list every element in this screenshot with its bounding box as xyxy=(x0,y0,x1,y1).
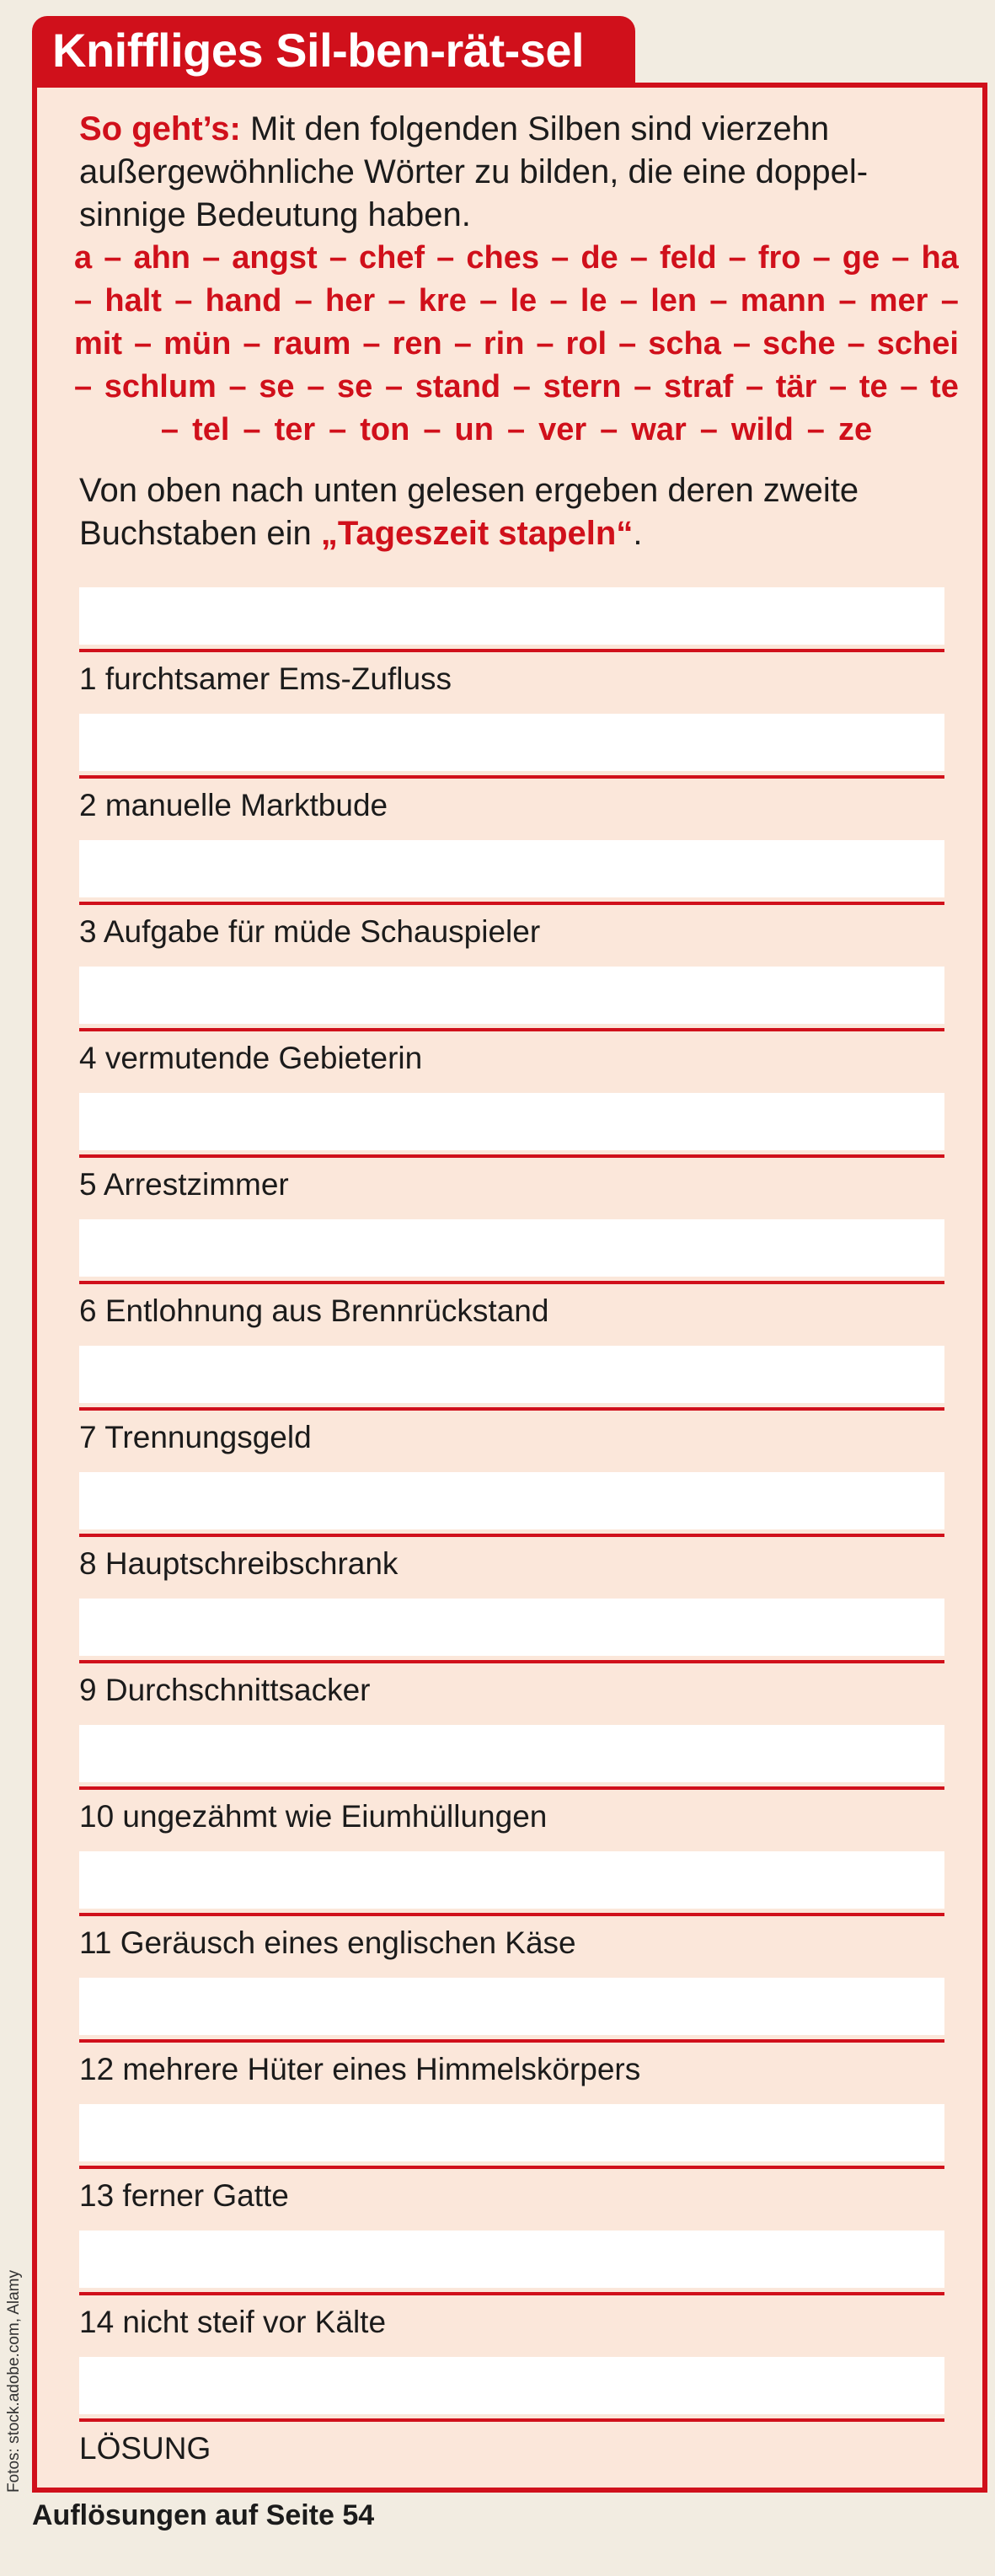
syllable: ge xyxy=(842,240,880,276)
syllable: te xyxy=(930,369,959,404)
answer-divider xyxy=(79,902,944,905)
clue-label: 7 Trennungsgeld xyxy=(79,1420,312,1454)
syllable: rin xyxy=(483,326,525,361)
syllable-line xyxy=(74,280,959,323)
clue-label: 9 Durchschnittsacker xyxy=(79,1673,371,1707)
instructions-lead: So geht’s: xyxy=(79,110,241,147)
answer-divider xyxy=(79,2418,944,2422)
syllable-dash: – xyxy=(900,369,918,404)
answer-box[interactable] xyxy=(79,967,944,1024)
syllable-dash: – xyxy=(891,240,910,276)
syllable: fro xyxy=(757,240,801,276)
syllable-dash: – xyxy=(600,412,618,447)
syllable: straf xyxy=(663,369,734,404)
syllable: kre xyxy=(418,283,467,319)
syllable-dash: – xyxy=(634,369,652,404)
answer-box[interactable] xyxy=(79,1093,944,1150)
answer-box[interactable] xyxy=(79,1978,944,2035)
syllable: wild xyxy=(730,412,794,447)
solution-hint xyxy=(79,469,955,555)
clue-label: 10 ungezähmt wie Eiumhüllungen xyxy=(79,1799,548,1834)
syllable-line xyxy=(74,237,959,280)
syllable-dash: – xyxy=(174,283,193,319)
syllable-line xyxy=(74,409,959,452)
syllable: ze xyxy=(837,412,873,447)
syllable: tel xyxy=(192,412,230,447)
syllable: hand xyxy=(205,283,282,319)
answer-box[interactable] xyxy=(79,1472,944,1529)
syllable: stern xyxy=(543,369,622,404)
syllable-dash: – xyxy=(134,326,152,361)
syllable-dash: – xyxy=(307,369,325,404)
answer-box[interactable] xyxy=(79,1851,944,1909)
clue-label: 13 ferner Gatte xyxy=(79,2178,289,2213)
answer-divider xyxy=(79,2166,944,2169)
syllable: mün xyxy=(163,326,232,361)
syllable-dash: – xyxy=(619,283,638,319)
solution-hint-highlight: „Tageszeit stapeln“ xyxy=(320,515,634,552)
clue-label: 8 Hauptschreibschrank xyxy=(79,1546,399,1581)
syllable-dash: – xyxy=(388,283,406,319)
syllable-dash: – xyxy=(549,283,568,319)
syllable-dash: – xyxy=(512,369,531,404)
syllable: ton xyxy=(360,412,410,447)
syllable: se xyxy=(337,369,373,404)
syllable: ha xyxy=(921,240,959,276)
instructions xyxy=(79,108,955,237)
puzzle-panel xyxy=(32,83,987,2493)
syllable: scha xyxy=(648,326,721,361)
answer-divider xyxy=(79,649,944,652)
answer-box[interactable] xyxy=(79,2357,944,2414)
syllable-dash: – xyxy=(618,326,637,361)
answer-box[interactable] xyxy=(79,840,944,897)
answer-divider xyxy=(79,2039,944,2043)
clue-label: 14 nicht steif vor Kälte xyxy=(79,2305,387,2339)
syllable: rol xyxy=(565,326,607,361)
clue-label: 3 Aufgabe für müde Schauspieler xyxy=(79,914,541,949)
clue-label: 6 Entlohnung aus Brennrückstand xyxy=(79,1293,549,1328)
syllable-dash: – xyxy=(228,369,247,404)
syllable-dash: – xyxy=(202,240,221,276)
answer-divider xyxy=(79,1281,944,1284)
syllable: feld xyxy=(659,240,717,276)
solutions-page-reference: Auflösungen auf Seite 54 xyxy=(32,2499,375,2531)
syllable-dash: – xyxy=(329,240,347,276)
syllable: se xyxy=(259,369,295,404)
syllable: mer xyxy=(869,283,928,319)
answer-box[interactable] xyxy=(79,2231,944,2288)
syllable-dash: – xyxy=(160,412,179,447)
syllable-dash: – xyxy=(940,283,959,319)
syllable-dash: – xyxy=(436,240,455,276)
answer-box[interactable] xyxy=(79,1346,944,1403)
answer-divider xyxy=(79,2292,944,2295)
syllable-line xyxy=(74,366,959,409)
syllable: sche xyxy=(762,326,836,361)
syllable-dash: – xyxy=(506,412,526,447)
answer-box[interactable] xyxy=(79,587,944,645)
syllable-dash: – xyxy=(329,412,347,447)
syllable-dash: – xyxy=(699,412,718,447)
syllable: tär xyxy=(775,369,817,404)
syllable-dash: – xyxy=(479,283,498,319)
syllable: le xyxy=(580,283,607,319)
clue-label: 2 manuelle Marktbude xyxy=(79,788,388,822)
answer-box[interactable] xyxy=(79,1725,944,1782)
syllable: ver xyxy=(538,412,587,447)
solution-hint-end: . xyxy=(633,515,643,552)
syllable-dash: – xyxy=(104,240,122,276)
solution-hint-text: Von oben nach unten gelesen ergeben deren zweite Buchstaben ein xyxy=(79,472,859,552)
syllable: ches xyxy=(466,240,540,276)
answer-divider xyxy=(79,1660,944,1663)
answer-box[interactable] xyxy=(79,1219,944,1277)
syllable: de xyxy=(580,240,618,276)
syllable: stand xyxy=(415,369,501,404)
syllable-dash: – xyxy=(243,326,261,361)
syllable-dash: – xyxy=(806,412,825,447)
syllable-dash: – xyxy=(551,240,570,276)
answer-box[interactable] xyxy=(79,1599,944,1656)
syllable: mit xyxy=(74,326,122,361)
syllable: ren xyxy=(392,326,442,361)
syllable-dash: – xyxy=(732,326,752,361)
syllable: te xyxy=(859,369,888,404)
syllable-dash: – xyxy=(243,412,261,447)
syllable: le xyxy=(510,283,538,319)
syllable: angst xyxy=(232,240,318,276)
syllable: schei xyxy=(876,326,959,361)
answer-box[interactable] xyxy=(79,714,944,771)
syllable: ter xyxy=(274,412,316,447)
syllable: mann xyxy=(740,283,826,319)
syllable-dash: – xyxy=(847,326,865,361)
clue-label: 1 furchtsamer Ems-Zufluss xyxy=(79,661,452,696)
answer-divider xyxy=(79,1028,944,1031)
syllable-dash: – xyxy=(812,240,831,276)
syllable-list xyxy=(74,237,959,452)
syllable-dash: – xyxy=(838,283,857,319)
syllable-dash: – xyxy=(745,369,764,404)
syllable: un xyxy=(454,412,494,447)
syllable-dash: – xyxy=(453,326,472,361)
solution-label: LÖSUNG xyxy=(79,2431,211,2466)
answer-divider xyxy=(79,1786,944,1790)
syllable-dash: – xyxy=(536,326,554,361)
syllable: a xyxy=(74,240,93,276)
answer-box[interactable] xyxy=(79,2104,944,2161)
clue-label: 4 vermutende Gebieterin xyxy=(79,1041,423,1075)
answer-divider xyxy=(79,1913,944,1916)
answer-divider xyxy=(79,1534,944,1537)
syllable-dash: – xyxy=(74,283,93,319)
answer-divider xyxy=(79,775,944,779)
syllable: schlum xyxy=(104,369,217,404)
syllable-dash: – xyxy=(362,326,381,361)
syllable: halt xyxy=(104,283,162,319)
puzzle-title: Kniffliges Sil-ben-rät-sel xyxy=(32,16,635,84)
answer-divider xyxy=(79,1407,944,1411)
syllable-dash: – xyxy=(74,369,93,404)
syllable: war xyxy=(631,412,687,447)
clue-label: 5 Arrestzimmer xyxy=(79,1167,289,1202)
syllable-dash: – xyxy=(709,283,728,319)
syllable-dash: – xyxy=(294,283,313,319)
syllable-dash: – xyxy=(829,369,848,404)
clue-label: 11 Geräusch eines englischen Käse xyxy=(79,1925,576,1960)
instructions-text: Mit den folgenden Silben sind vierzehn außergewöhnliche Wörter zu bilden, die eine doppel-sinnige Bedeutung haben. xyxy=(79,110,869,233)
syllable: len xyxy=(650,283,698,319)
syllable: ahn xyxy=(133,240,190,276)
syllable: chef xyxy=(358,240,425,276)
syllable: her xyxy=(325,283,376,319)
syllable-dash: – xyxy=(728,240,746,276)
syllable-line xyxy=(74,323,959,366)
syllable: raum xyxy=(272,326,351,361)
syllable-dash: – xyxy=(384,369,404,404)
syllable-dash: – xyxy=(423,412,441,447)
photo-credit: Fotos: stock.adobe.com, Alamy xyxy=(5,2269,23,2493)
syllable-dash: – xyxy=(629,240,648,276)
answer-divider xyxy=(79,1154,944,1158)
clue-label: 12 mehrere Hüter eines Himmelskörpers xyxy=(79,2052,641,2086)
